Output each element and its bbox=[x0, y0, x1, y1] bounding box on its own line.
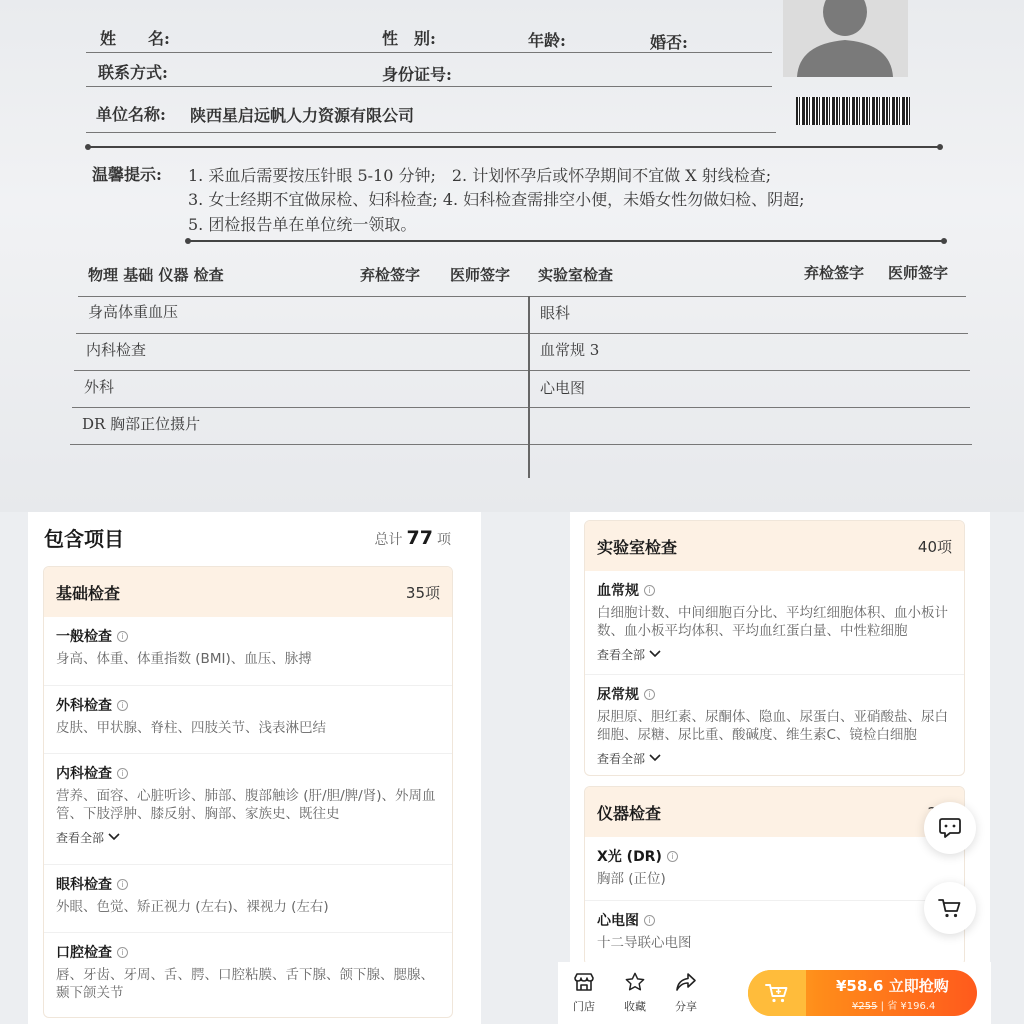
info-icon[interactable]: i bbox=[644, 915, 655, 926]
item-desc: 唇、牙齿、牙周、舌、腭、口腔粘膜、舌下腺、颌下腺、腮腺、颞下颌关节 bbox=[56, 967, 434, 1001]
item-desc: 胸部 (正位) bbox=[597, 871, 666, 887]
chevron-down-icon bbox=[649, 650, 661, 658]
view-all-label: 查看全部 bbox=[597, 647, 646, 662]
favorite-label: 收藏 bbox=[624, 1000, 646, 1013]
marital-label: 婚否: bbox=[650, 33, 688, 52]
category-header bbox=[44, 567, 452, 617]
tip-line-2: 3. 女士经期不宜做尿检、妇科检查; 4. 妇科检查需排空小便，未婚女性勿做妇检、阴超; bbox=[188, 190, 805, 209]
view-all-label: 查看全部 bbox=[56, 830, 105, 845]
category-header bbox=[585, 521, 964, 571]
id-photo bbox=[783, 0, 908, 77]
id-label: 身份证号: bbox=[382, 65, 452, 84]
cart-icon bbox=[765, 982, 789, 1004]
list-item[interactable] bbox=[585, 900, 964, 963]
item-name: 一般检查 bbox=[56, 629, 112, 645]
category-count: 40项 bbox=[917, 537, 952, 556]
sign-waive-header: 弃检签字 bbox=[360, 266, 421, 284]
tip-line-1: 1. 采血后需要按压针眼 5-10 分钟; 2. 计划怀孕后或怀孕期间不宜做 X 射线检查; bbox=[188, 166, 772, 185]
item-desc: 营养、面容、心脏听诊、肺部、腹部触诊 (肝/胆/脾/肾)、外周血管、下肢浮肿、膝反射、胸部、家族史、既往史 bbox=[56, 788, 436, 822]
view-all-button[interactable] bbox=[56, 829, 440, 845]
view-all-label: 查看全部 bbox=[597, 751, 646, 766]
category-lab bbox=[584, 520, 965, 776]
add-to-cart-button[interactable] bbox=[748, 970, 806, 1016]
item-name: 尿常规 bbox=[597, 687, 639, 703]
item-desc: 尿胆原、胆红素、尿酮体、隐血、尿蛋白、亚硝酸盐、尿白细胞、尿糖、尿比重、酸碱度、维生素C、镜检白细胞 bbox=[597, 709, 948, 743]
item-desc: 外眼、色觉、矫正视力 (左右)、裸视力 (左右) bbox=[56, 899, 329, 915]
info-icon[interactable]: i bbox=[667, 851, 678, 862]
item-name: 血常规 bbox=[597, 583, 639, 599]
total-prefix: 总计 bbox=[374, 532, 403, 548]
info-icon[interactable]: i bbox=[644, 585, 655, 596]
company-value: 陕西星启远帆人力资源有限公司 bbox=[190, 106, 415, 125]
age-label: 年龄: bbox=[528, 31, 566, 50]
item-name: 口腔检查 bbox=[56, 945, 112, 961]
item-desc: 身高、体重、体重指数 (BMI)、血压、脉搏 bbox=[56, 651, 312, 667]
list-item[interactable] bbox=[44, 617, 452, 685]
price-detail bbox=[852, 997, 935, 1012]
divider bbox=[188, 240, 944, 242]
star-icon bbox=[624, 972, 646, 992]
total-number: 77 bbox=[406, 527, 433, 549]
list-item[interactable] bbox=[44, 932, 452, 1018]
buy-price bbox=[836, 975, 949, 996]
cart-button[interactable] bbox=[924, 882, 976, 934]
category-basic bbox=[43, 566, 453, 1018]
right-row: 心电图 bbox=[540, 379, 586, 397]
list-item[interactable] bbox=[585, 837, 964, 900]
list-item[interactable] bbox=[585, 674, 964, 776]
left-row: DR 胸部正位摄片 bbox=[82, 415, 201, 433]
store-tab[interactable] bbox=[562, 972, 606, 1014]
name-label: 姓 名: bbox=[100, 29, 170, 48]
list-item[interactable] bbox=[44, 753, 452, 864]
section-title: 包含项目 bbox=[44, 527, 124, 551]
info-icon[interactable]: i bbox=[117, 700, 128, 711]
right-row: 眼科 bbox=[540, 304, 571, 322]
saved-amount: | 省 ¥196.4 bbox=[880, 1001, 936, 1012]
info-icon[interactable]: i bbox=[644, 689, 655, 700]
sign-doctor-header: 医师签字 bbox=[450, 266, 511, 284]
favorite-tab[interactable] bbox=[613, 972, 657, 1014]
category-name: 实验室检查 bbox=[597, 537, 678, 557]
barcode bbox=[796, 97, 910, 125]
list-item[interactable] bbox=[44, 685, 452, 753]
list-item[interactable] bbox=[44, 864, 452, 932]
buy-now-button[interactable] bbox=[748, 970, 977, 1016]
original-price: ¥255 bbox=[852, 1001, 878, 1012]
info-icon[interactable]: i bbox=[117, 768, 128, 779]
bottom-action-bar bbox=[558, 962, 991, 1024]
category-instrument bbox=[584, 786, 965, 966]
info-icon[interactable]: i bbox=[117, 947, 128, 958]
view-all-button[interactable] bbox=[597, 646, 952, 662]
view-all-button[interactable] bbox=[597, 750, 952, 766]
left-row: 身高体重血压 bbox=[88, 303, 179, 321]
tip-line-3: 5. 团检报告单在单位统一领取。 bbox=[188, 215, 417, 234]
item-name: X光 (DR) bbox=[597, 849, 662, 865]
tips-label: 温馨提示: bbox=[92, 165, 162, 184]
total-unit: 项 bbox=[437, 532, 451, 548]
table-header-lab: 实验室检查 bbox=[538, 266, 614, 284]
divider bbox=[88, 146, 940, 148]
cart-icon bbox=[938, 897, 962, 919]
chevron-down-icon bbox=[108, 833, 120, 841]
item-desc: 白细胞计数、中间细胞百分比、平均红细胞体积、血小板计数、血小板平均体积、平均血红蛋白量、中性粒细胞 bbox=[597, 605, 948, 639]
item-name: 心电图 bbox=[597, 913, 639, 929]
left-row: 外科 bbox=[84, 378, 115, 396]
item-name: 外科检查 bbox=[56, 698, 112, 714]
customer-service-button[interactable] bbox=[924, 802, 976, 854]
store-icon bbox=[573, 972, 595, 992]
item-name: 眼科检查 bbox=[56, 877, 112, 893]
list-item[interactable] bbox=[585, 571, 964, 674]
store-label: 门店 bbox=[573, 1000, 595, 1013]
sign-waive-header: 弃检签字 bbox=[804, 264, 865, 282]
category-count: 35项 bbox=[405, 583, 440, 602]
chat-icon bbox=[938, 817, 962, 839]
right-row: 血常规 3 bbox=[540, 341, 600, 359]
share-tab[interactable] bbox=[664, 972, 708, 1014]
category-name: 基础检查 bbox=[56, 583, 121, 603]
contact-label: 联系方式: bbox=[98, 63, 168, 82]
table-header-physical: 物理 基础 仪器 检查 bbox=[88, 266, 224, 284]
buy-label: 立即抢购 bbox=[888, 977, 949, 995]
item-name: 内科检查 bbox=[56, 766, 112, 782]
category-name: 仪器检查 bbox=[597, 803, 662, 823]
left-row: 内科检查 bbox=[86, 341, 147, 359]
company-label: 单位名称: bbox=[96, 105, 166, 124]
share-label: 分享 bbox=[675, 1000, 697, 1013]
included-items-panel bbox=[28, 512, 481, 1024]
price: ¥58.6 bbox=[836, 977, 884, 995]
item-desc: 十二导联心电图 bbox=[597, 935, 692, 951]
info-icon[interactable]: i bbox=[117, 631, 128, 642]
info-icon[interactable]: i bbox=[117, 879, 128, 890]
chevron-down-icon bbox=[649, 754, 661, 762]
share-icon bbox=[675, 972, 697, 992]
total-count bbox=[375, 527, 451, 549]
gender-label: 性 别: bbox=[382, 29, 436, 48]
sign-doctor-header: 医师签字 bbox=[888, 264, 949, 282]
category-header bbox=[585, 787, 964, 837]
item-desc: 皮肤、甲状腺、脊柱、四肢关节、浅表淋巴结 bbox=[56, 720, 326, 736]
